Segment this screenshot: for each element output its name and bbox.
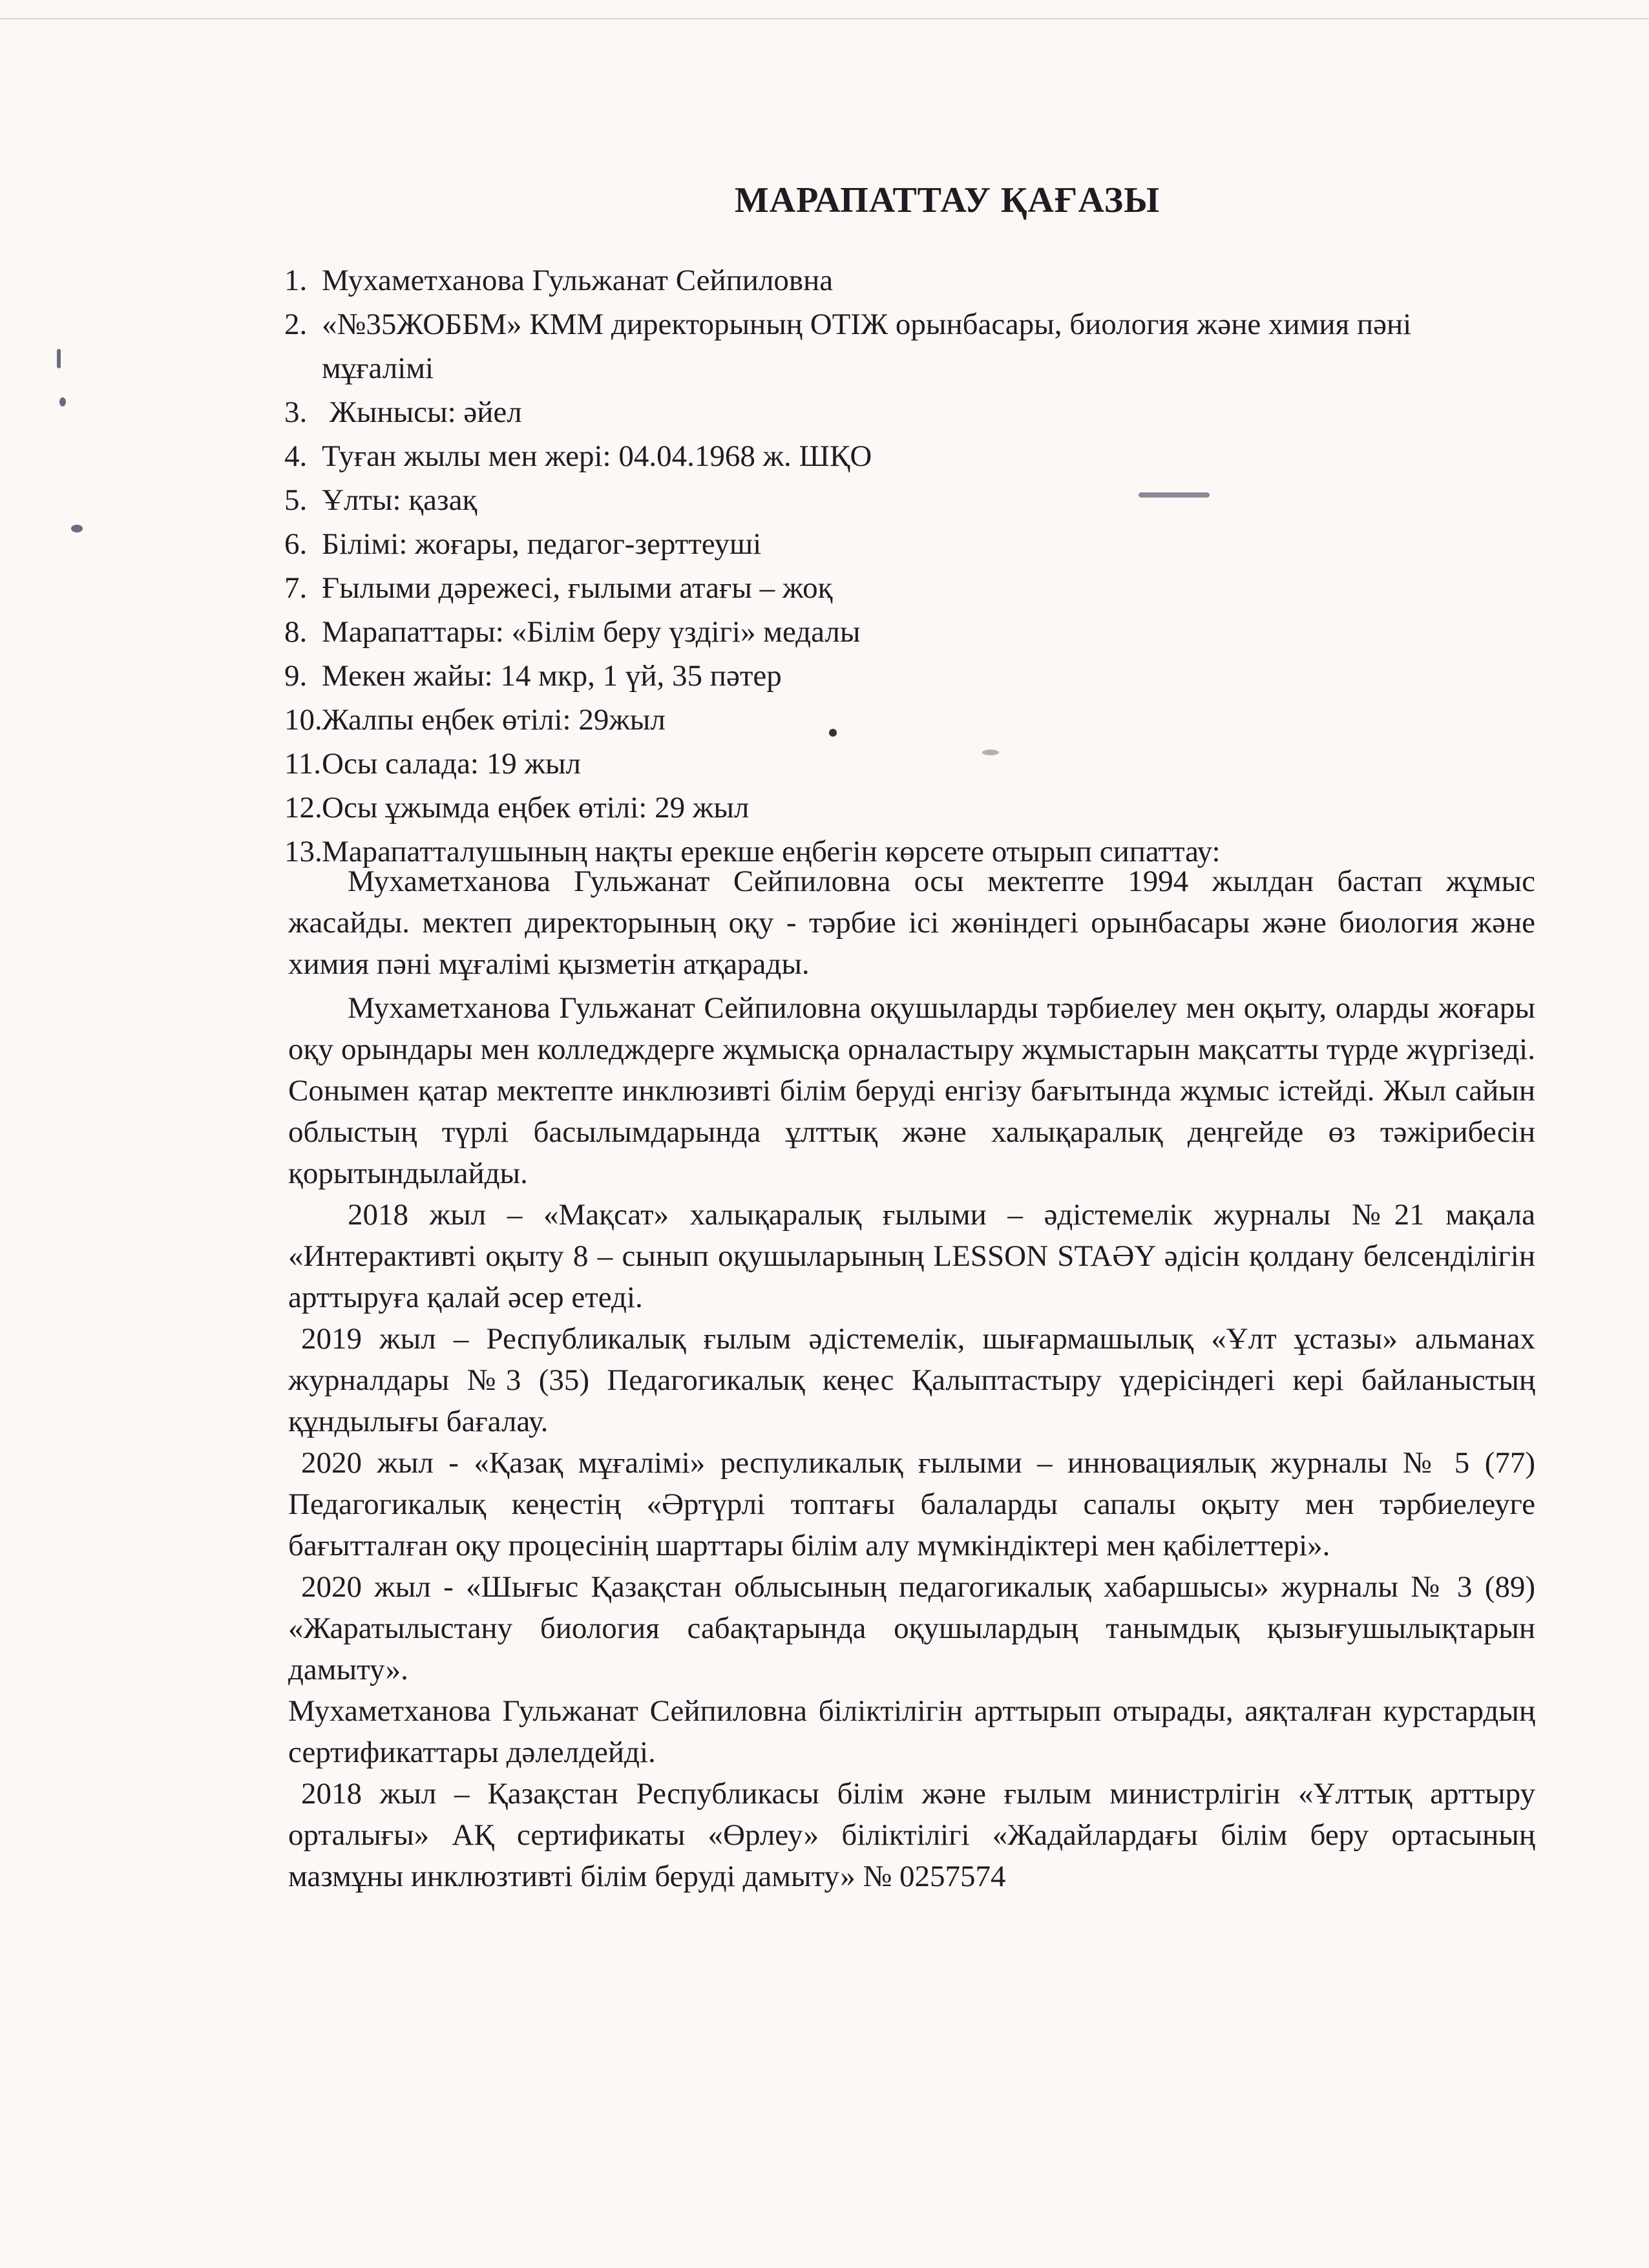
list-item: 13.Марапатталушының нақты ерекше еңбегін көрсете отырып сипаттау: bbox=[284, 835, 1221, 868]
list-item: 6. Білімі: жоғары, педагог-зерттеуші bbox=[284, 527, 762, 561]
list-item: 9. Мекен жайы: 14 мкр, 1 үй, 35 пәтер bbox=[284, 659, 782, 693]
info-list bbox=[284, 258, 1525, 874]
scan-speck bbox=[59, 397, 66, 406]
scan-speck bbox=[57, 349, 61, 368]
list-item: 10.Жалпы еңбек өтілі: 29жыл bbox=[284, 703, 666, 737]
scan-speck bbox=[982, 750, 999, 755]
list-item: 3. Жынысы: әйел bbox=[284, 395, 522, 429]
list-item: 7. Ғылыми дәрежесі, ғылыми атағы – жоқ bbox=[284, 571, 833, 605]
body-paragraph: 2020 жыл - «Қазақ мұғалімі» респуликалық ғылыми – инновациялық журналы № 5 (77) Педагогикалық кеңестің «Әртүрлі топтағы балаларды сапалы оқыту мен тәрбиелеуге бағытталған оқу процесінің шарттары білім алу мүмкіндіктері мен қабілеттері». bbox=[288, 1446, 1535, 1562]
list-item: 5. Ұлты: қазақ bbox=[284, 483, 478, 517]
document-body bbox=[288, 861, 1535, 1897]
list-item: 8. Марапаттары: «Білім беру үздігі» медалы bbox=[284, 615, 861, 649]
list-item: 2. «№35ЖОББМ» КММ директорының ОТІЖ орынбасары, биология және химия пәні мұғалімі bbox=[284, 308, 1412, 385]
list-item: 11.Осы салада: 19 жыл bbox=[284, 747, 581, 781]
scan-speck bbox=[1139, 492, 1210, 498]
list-item: 4. Туған жылы мен жері: 04.04.1968 ж. ШҚО bbox=[284, 439, 872, 473]
body-paragraph: 2020 жыл - «Шығыс Қазақстан облысының педагогикалық хабаршысы» журналы № 3 (89) «Жаратылыстану биология сабақтарында оқушылардың танымдық қызығушылықтарын дамыту». bbox=[288, 1570, 1535, 1686]
list-item: 12.Осы ұжымда еңбек өтілі: 29 жыл bbox=[284, 791, 750, 824]
scan-edge-line bbox=[0, 18, 1649, 19]
scan-speck bbox=[829, 729, 837, 737]
body-paragraph: Мухаметханова Гульжанат Сейпиловна осы мектепте 1994 жылдан бастап жұмыс жасайды. мектеп директорының оқу - тәрбие ісі жөніндегі орынбасары және биология және химия пәні мұғалімі қызметін атқарады. bbox=[288, 865, 1535, 981]
list-item: 1. Мухаметханова Гульжанат Сейпиловна bbox=[284, 264, 834, 297]
document-title: МАРАПАТТАУ ҚАҒАЗЫ bbox=[734, 180, 1161, 220]
body-paragraph: 2019 жыл – Республикалық ғылым әдістемелік, шығармашылық «Ұлт ұстазы» альманах журналдары №3 (35) Педагогикалық кеңес Қалыптастыру үдерісіндегі кері байланыстың құндылығы бағалау. bbox=[288, 1322, 1535, 1438]
body-paragraph: 2018 жыл – «Мақсат» халықаралық ғылыми – әдістемелік журналы №21 мақала «Интерактивті оқыту 8 – сынып оқушыларының LESSON STAӘY әдісін қолдану белсенділігін арттыруға қалай әсер етеді. bbox=[288, 1198, 1535, 1314]
body-paragraph: 2018 жыл – Қазақстан Республикасы білім және ғылым министрлігін «Ұлттық арттыру орталығы» АҚ сертификаты «Өрлеу» біліктілігі «Жадайлардағы білім беру ортасының мазмұны инклюзтивті білім беруді дамыту» № 0257574 bbox=[288, 1777, 1535, 1893]
scan-speck bbox=[71, 525, 83, 532]
body-paragraph: Мухаметханова Гульжанат Сейпиловна оқушыларды тәрбиелеу мен оқыту, оларды жоғары оқу орындары мен колледждерге жұмысқа орналастыру жұмыстарын мақсатты түрде жүргізеді. Сонымен қатар мектепте инклюзивті білім беруді енгізу бағытында жұмыс істейді. Жыл сайын облыстың түрлі басылымдарында ұлттық және халықаралық деңгейде өз тәжірибесін қорытындылайды. bbox=[288, 991, 1535, 1190]
body-paragraph: Мухаметханова Гульжанат Сейпиловна біліктілігін арттырып отырады, аяқталған курстардың сертификаттары дәлелдейді. bbox=[288, 1694, 1535, 1769]
